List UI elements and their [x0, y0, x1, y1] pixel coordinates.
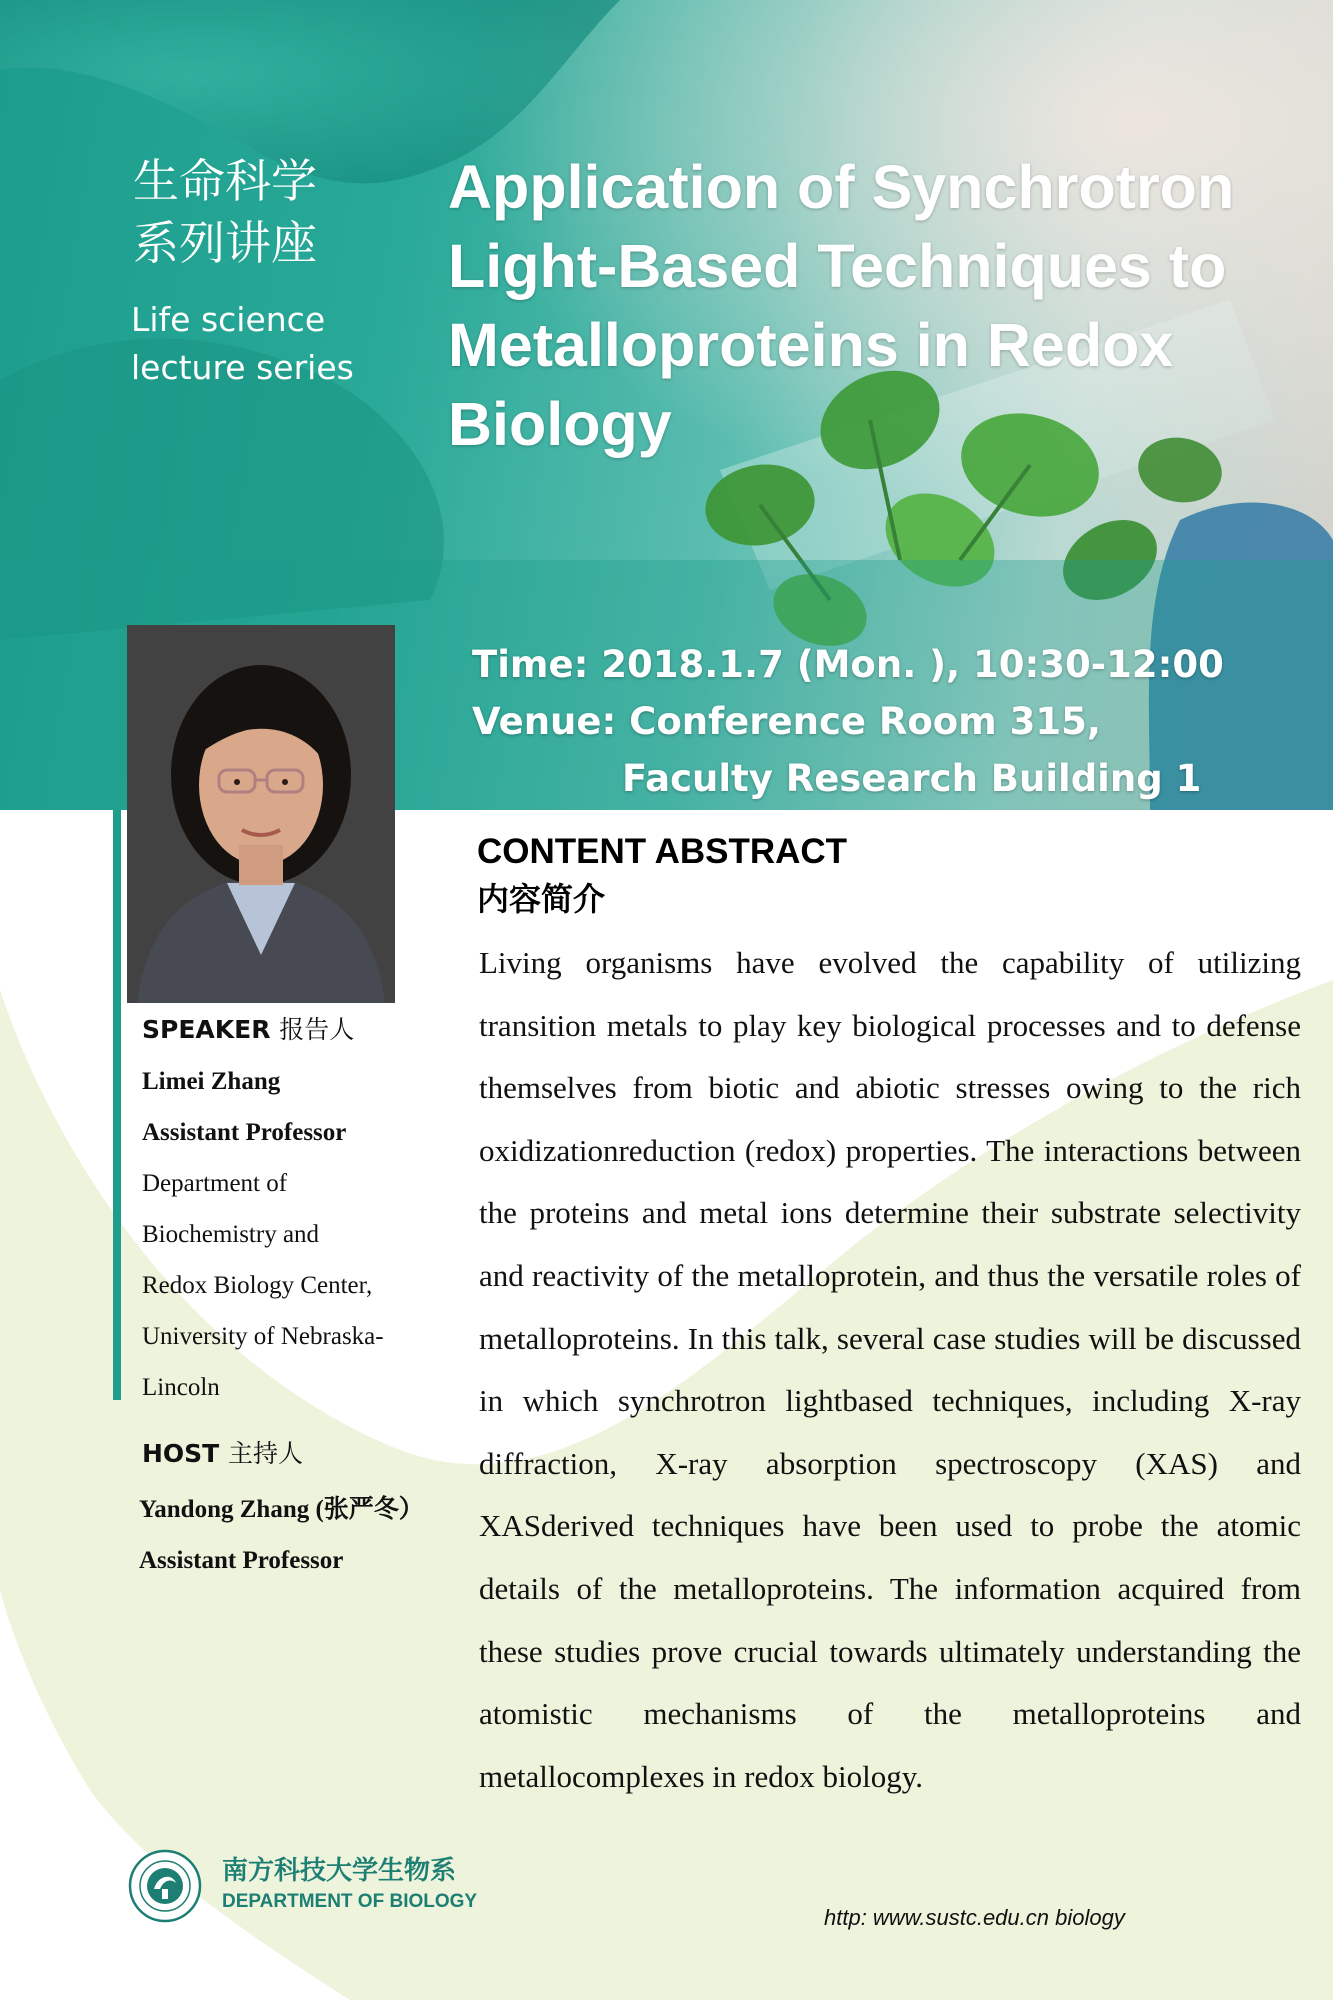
speaker-photo: [127, 625, 395, 1003]
speaker-heading-cn: 报告人: [279, 1015, 355, 1044]
event-time: Time: 2018.1.7 (Mon. ), 10:30-12:00: [472, 643, 1224, 686]
time-venue: [472, 636, 1224, 807]
series-en-line1: Life science: [131, 300, 326, 339]
speaker-heading-en: SPEAKER: [142, 1015, 271, 1044]
speaker-heading: [142, 1010, 462, 1050]
series-title-cn: [133, 150, 317, 274]
speaker-accent-bar: [113, 810, 121, 1400]
university-seal-icon: [128, 1849, 202, 1923]
host-name: Yandong Zhang (张严冬）: [139, 1496, 424, 1523]
speaker-affiliation-line: University of Nebraska-: [142, 1323, 384, 1350]
series-cn-line1: 生命科学: [133, 154, 317, 208]
speaker-details: [142, 1056, 462, 1413]
talk-title: Application of Synchrotron Light-Based Techniques to Metalloproteins in Redox Biology: [448, 153, 1235, 458]
speaker-portrait-graphic: [127, 625, 395, 1003]
abstract-heading: CONTENT ABSTRACT: [477, 832, 848, 871]
series-en-line2: lecture series: [131, 348, 354, 387]
speaker-name: Limei Zhang: [142, 1068, 281, 1095]
host-details: [139, 1484, 482, 1586]
speaker-position: Assistant Professor: [142, 1119, 347, 1146]
abstract-body: Living organisms have evolved the capability of utilizing transition metals to play key biological processes and to defense themselves from biotic and abiotic stresses owing to the rich oxidizationreduction (redox) properties. The interactions between the proteins and metal ions determine their substrate selectivity and reactivity of the metalloprotein, and thus the versatile roles of metalloproteins. In this talk, several case studies will be discussed in which synchrotron lightbased techniques, including X-ray diffraction, X-ray absorption spectroscopy (XAS) and XASderived techniques have been used to probe the atomic details of the metalloproteins. The information acquired from these studies prove crucial towards ultimately understanding the atomistic mechanisms of the metalloproteins and metallocomplexes in redox biology.: [479, 945, 1301, 1794]
abstract-heading-cn: 内容简介: [477, 880, 606, 918]
speaker-affiliation-line: Department of: [142, 1170, 288, 1197]
host-heading-cn: 主持人: [227, 1439, 303, 1468]
department-logo-block: [128, 1849, 478, 1929]
host-heading-en: HOST: [142, 1439, 220, 1468]
event-venue-line1: Venue: Conference Room 315,: [472, 700, 1101, 743]
series-title-en: [131, 296, 354, 392]
series-cn-line2: 系列讲座: [133, 216, 317, 270]
event-venue-line2: Faculty Research Building 1: [622, 757, 1202, 800]
speaker-affiliation-line: Redox Biology Center,: [142, 1272, 373, 1299]
department-name-cn: 南方科技大学生物系: [222, 1856, 457, 1886]
department-name-en: DEPARTMENT OF BIOLOGY: [222, 1891, 478, 1912]
host-info: [139, 1434, 482, 1586]
host-position: Assistant Professor: [139, 1547, 344, 1574]
speaker-affiliation-line: Lincoln: [142, 1374, 220, 1401]
speaker-info: [142, 1010, 462, 1413]
website-url: http: www.sustc.edu.cn biology: [824, 1905, 1125, 1930]
host-heading: [142, 1434, 482, 1474]
speaker-affiliation-line: Biochemistry and: [142, 1221, 320, 1248]
